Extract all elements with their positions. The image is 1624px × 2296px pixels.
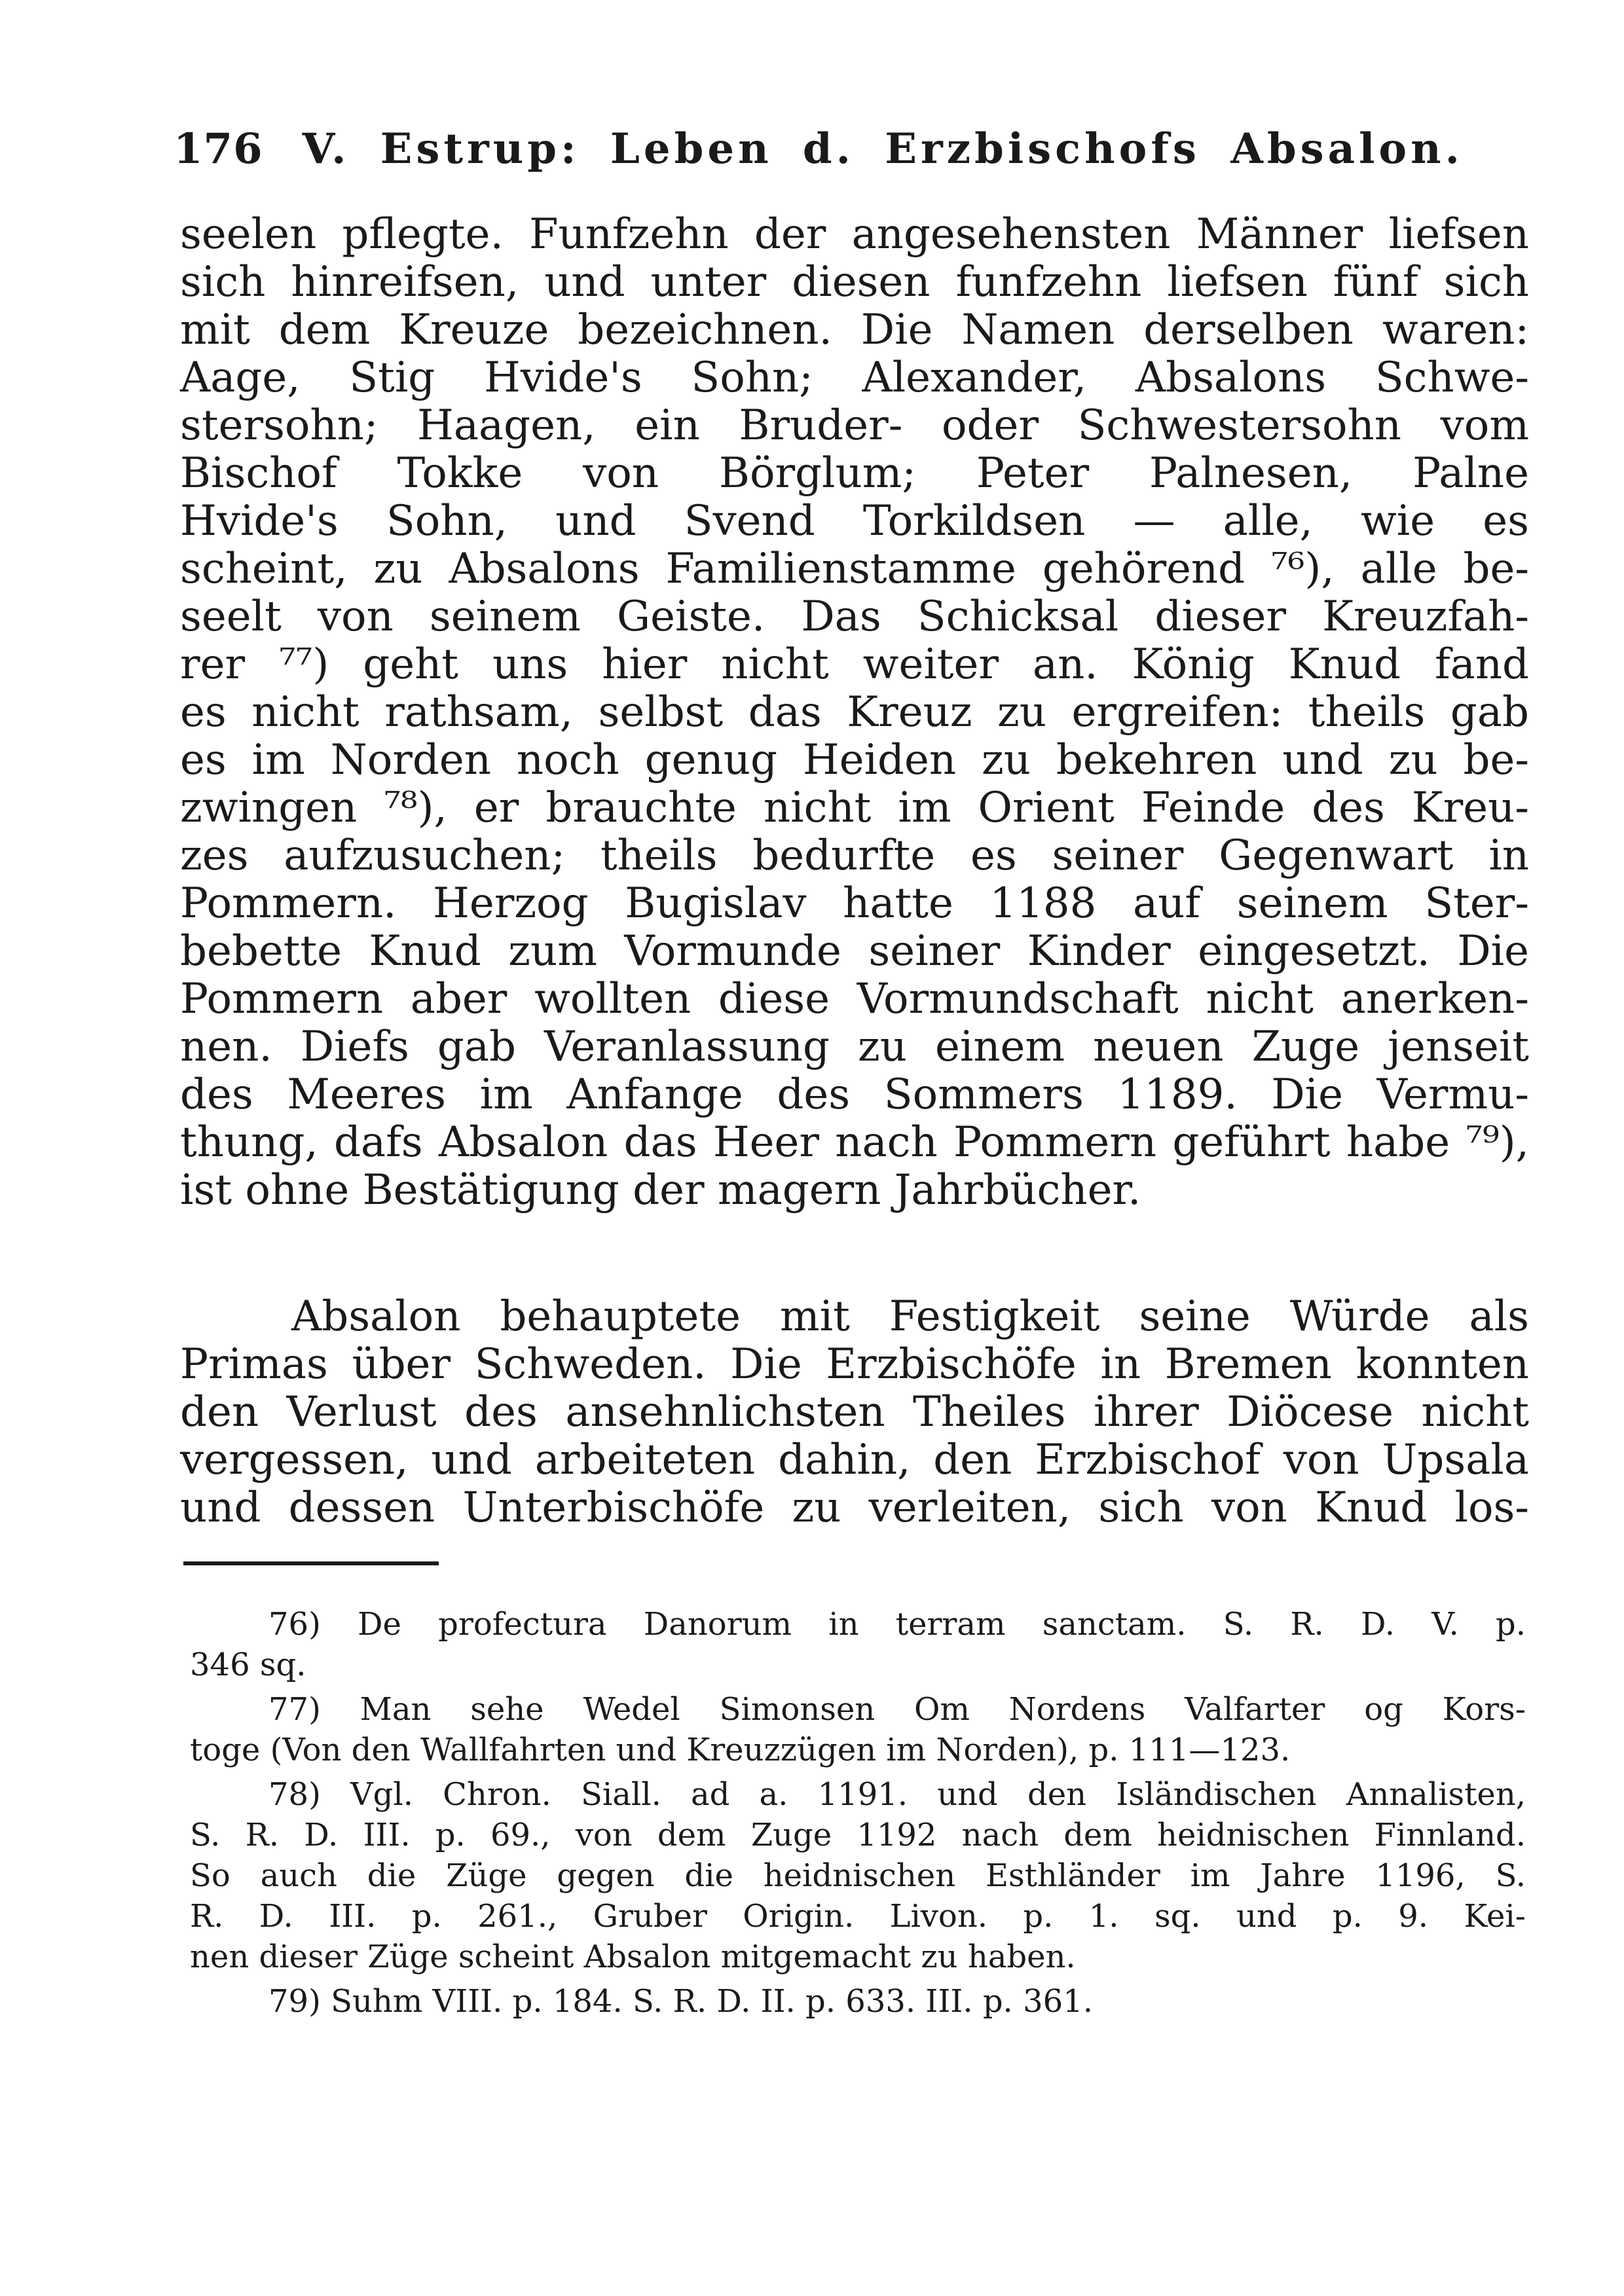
text-line: des Meeres im Anfange des Sommers 1189. Die Vermu- — [180, 1070, 1529, 1119]
text-line: Pommern. Herzog Bugislav hatte 1188 auf seinem Ster- — [180, 879, 1529, 928]
footnote-line: 79) Suhm VIII. p. 184. S. R. D. II. p. 633. III. p. 361. — [268, 1983, 1093, 2020]
paragraph-1 — [180, 211, 1529, 1214]
text-line: Pommern aber wollten diese Vormundschaft nicht anerken- — [180, 975, 1529, 1023]
paragraph-gap — [180, 1214, 1529, 1293]
text-line: Hvide's Sohn, und Svend Torkildsen — alle, wie es — [180, 497, 1529, 545]
footnote-line: S. R. D. III. p. 69., von dem Zuge 1192 nach dem heidnischen Finnland. — [190, 1817, 1526, 1853]
text-line: nen. Diefs gab Veranlassung zu einem neuen Zuge jenseit — [180, 1023, 1529, 1071]
text-line: es nicht rathsam, selbst das Kreuz zu ergreifen: theils gab — [180, 688, 1529, 737]
footnote-line: 346 sq. — [190, 1647, 306, 1683]
main-text — [180, 211, 1529, 1532]
footnote-77 — [190, 1689, 1526, 1770]
text-line: zes aufzusuchen; theils bedurfte es seiner Gegenwart in — [180, 831, 1529, 880]
text-line: zwingen ⁷⁸), er brauchte nicht im Orient Feinde des Kreu- — [180, 784, 1529, 832]
page-number: 176 — [174, 124, 263, 173]
text-line: Primas über Schweden. Die Erzbischöfe in Bremen konnten — [180, 1340, 1529, 1389]
footnote-line: R. D. III. p. 261., Gruber Origin. Livon. p. 1. sq. und p. 9. Kei- — [190, 1898, 1526, 1935]
text-line: seelen pflegte. Funfzehn der angesehensten Männer liefsen — [180, 210, 1529, 259]
footnote-line: nen dieser Züge scheint Absalon mitgemacht zu haben. — [190, 1939, 1076, 1975]
text-line: rer ⁷⁷) geht uns hier nicht weiter an. König Knud fand — [180, 640, 1529, 689]
text-line: ist ohne Bestätigung der magern Jahrbücher. — [180, 1166, 1141, 1214]
footnote-line: 76) De profectura Danorum in terram sanctam. S. R. D. V. p. — [268, 1606, 1526, 1643]
text-line: es im Norden noch genug Heiden zu bekehren und zu be- — [180, 736, 1529, 784]
text-line: thung, dafs Absalon das Heer nach Pommern geführt habe ⁷⁹), — [180, 1118, 1529, 1167]
footnotes — [190, 1604, 1526, 2026]
text-line: den Verlust des ansehnlichsten Theiles ihrer Diöcese nicht — [180, 1388, 1529, 1436]
text-line: scheint, zu Absalons Familienstamme gehörend ⁷⁶), alle be- — [180, 545, 1529, 593]
text-line: seelt von seinem Geiste. Das Schicksal dieser Kreuzfah- — [180, 592, 1529, 641]
text-line: mit dem Kreuze bezeichnen. Die Namen derselben waren: — [180, 306, 1529, 354]
footnote-line: 77) Man sehe Wedel Simonsen Om Nordens Valfarter og Kors- — [268, 1691, 1526, 1728]
text-line: sich hinreifsen, und unter diesen funfzehn liefsen fünf sich — [180, 258, 1529, 306]
text-line: stersohn; Haagen, ein Bruder- oder Schwestersohn vom — [180, 401, 1529, 450]
footnote-78 — [190, 1774, 1526, 1977]
text-line: bebette Knud zum Vormunde seiner Kinder eingesetzt. Die — [180, 927, 1529, 975]
footnote-line: toge (Von den Wallfahrten und Kreuzzügen im Norden), p. 111—123. — [190, 1732, 1291, 1768]
footnote-76 — [190, 1604, 1526, 1685]
footnote-separator-rule — [183, 1561, 439, 1565]
text-line: Absalon behauptete mit Festigkeit seine Würde als — [291, 1292, 1529, 1341]
footnote-line: So auch die Züge gegen die heidnischen Esthländer im Jahre 1196, S. — [190, 1857, 1526, 1894]
text-line: Bischof Tokke von Börglum; Peter Palnesen, Palne — [180, 449, 1529, 498]
text-line: Aage, Stig Hvide's Sohn; Alexander, Absalons Schwe- — [180, 354, 1529, 402]
running-title: V. Estrup: Leben d. Erzbischofs Absalon. — [302, 124, 1464, 173]
footnote-line: 78) Vgl. Chron. Siall. ad a. 1191. und den Isländischen Annalisten, — [268, 1776, 1526, 1813]
page-header — [174, 124, 1513, 183]
text-line: vergessen, und arbeiteten dahin, den Erzbischof von Upsala — [180, 1436, 1529, 1484]
text-line: und dessen Unterbischöfe zu verleiten, sich von Knud los- — [180, 1484, 1529, 1532]
footnote-79 — [190, 1981, 1526, 2022]
paragraph-2 — [180, 1293, 1529, 1532]
